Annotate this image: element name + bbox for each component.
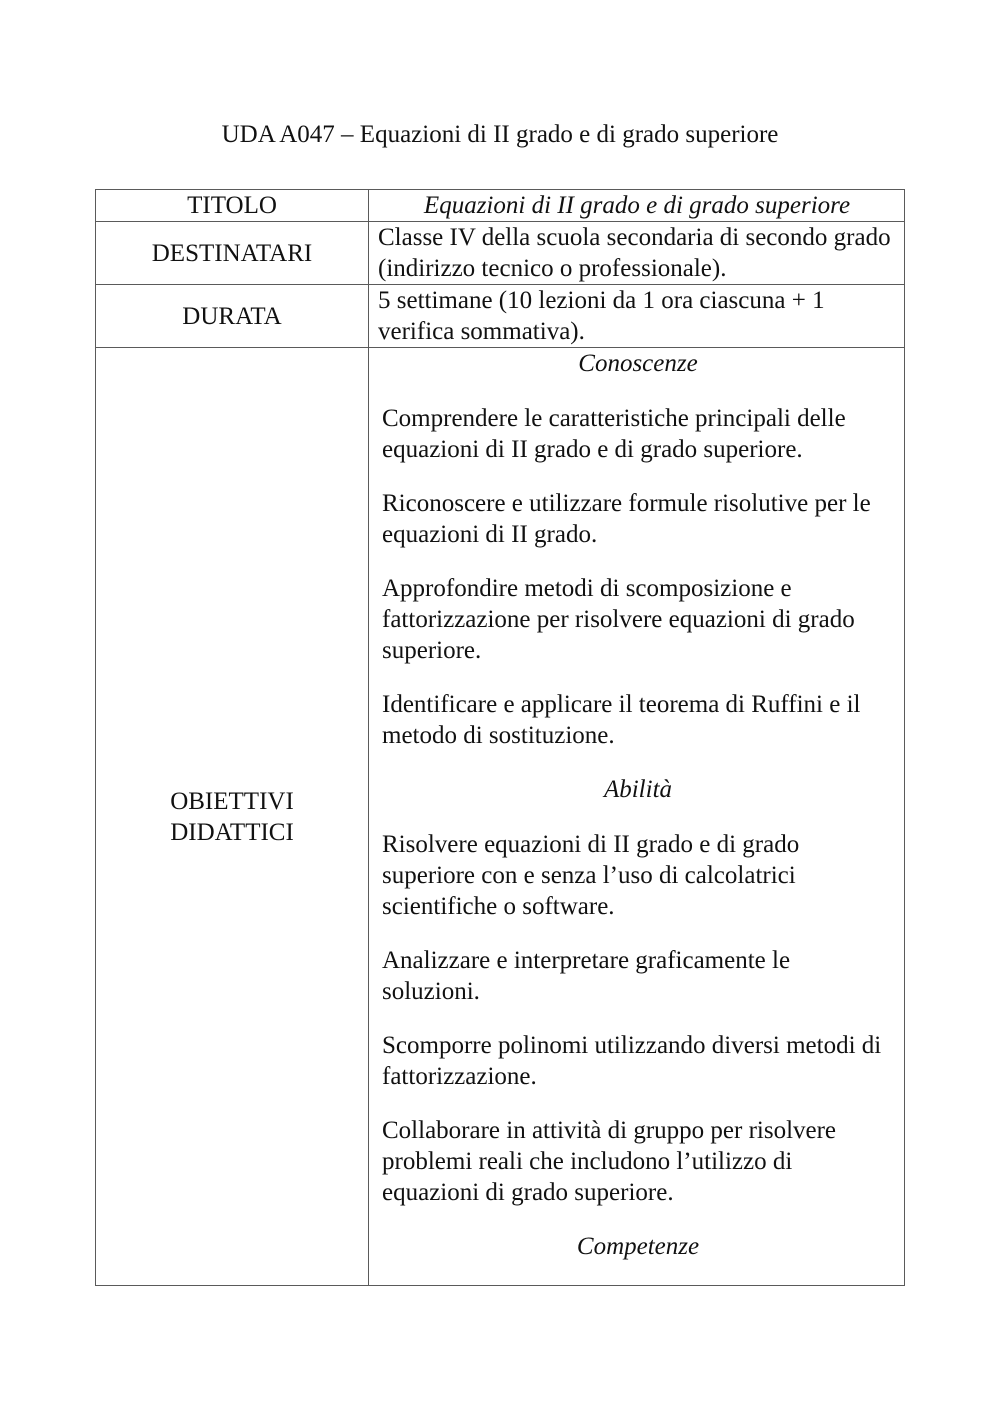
- label-obiettivi: [96, 348, 369, 1286]
- heading-abilita: Abilità: [603, 776, 673, 803]
- objective-item: Identificare e applicare il teorema di Ruffini e il metodo di sostituzione.: [382, 691, 861, 749]
- label-obiettivi-line1: OBIETTIVI: [170, 787, 294, 815]
- table-row-durata: [96, 285, 905, 348]
- label-destinatari: DESTINATARI: [96, 222, 369, 285]
- objective-item: Comprendere le caratteristiche principali delle equazioni di II grado e di grado superiore.: [382, 405, 846, 463]
- value-durata: 5 settimane (10 lezioni da 1 ora ciascuna + 1 verifica sommativa).: [369, 285, 905, 348]
- heading-competenze: Competenze: [576, 1233, 700, 1260]
- value-titolo: Equazioni di II grado e di grado superiore: [369, 190, 905, 222]
- label-durata: DURATA: [96, 285, 369, 348]
- heading-conoscenze: Conoscenze: [578, 350, 698, 377]
- table-row-destinatari: [96, 222, 905, 285]
- label-obiettivi-line2: DIDATTICI: [170, 818, 294, 846]
- objective-item: Riconoscere e utilizzare formule risolutive per le equazioni di II grado.: [382, 490, 871, 548]
- objective-item: Analizzare e interpretare graficamente le soluzioni.: [382, 947, 791, 1005]
- label-titolo: TITOLO: [96, 190, 369, 222]
- uda-table: [95, 189, 905, 1286]
- value-obiettivi: [369, 348, 905, 1286]
- page-title: UDA A047 – Equazioni di II grado e di grado superiore: [221, 121, 779, 148]
- objective-item: Approfondire metodi di scomposizione e fattorizzazione per risolvere equazioni di grado superiore.: [382, 575, 855, 664]
- objective-item: Risolvere equazioni di II grado e di grado superiore con e senza l’uso di calcolatrici scientifiche o software.: [382, 831, 800, 920]
- table-row-obiettivi: [96, 348, 905, 1286]
- objective-item: Scomporre polinomi utilizzando diversi metodi di fattorizzazione.: [382, 1032, 882, 1090]
- value-destinatari: Classe IV della scuola secondaria di secondo grado (indirizzo tecnico o professionale).: [369, 222, 905, 285]
- objective-item: Collaborare in attività di gruppo per risolvere problemi reali che includono l’utilizzo di equazioni di grado superiore.: [382, 1117, 837, 1206]
- table-row-titolo: [96, 190, 905, 222]
